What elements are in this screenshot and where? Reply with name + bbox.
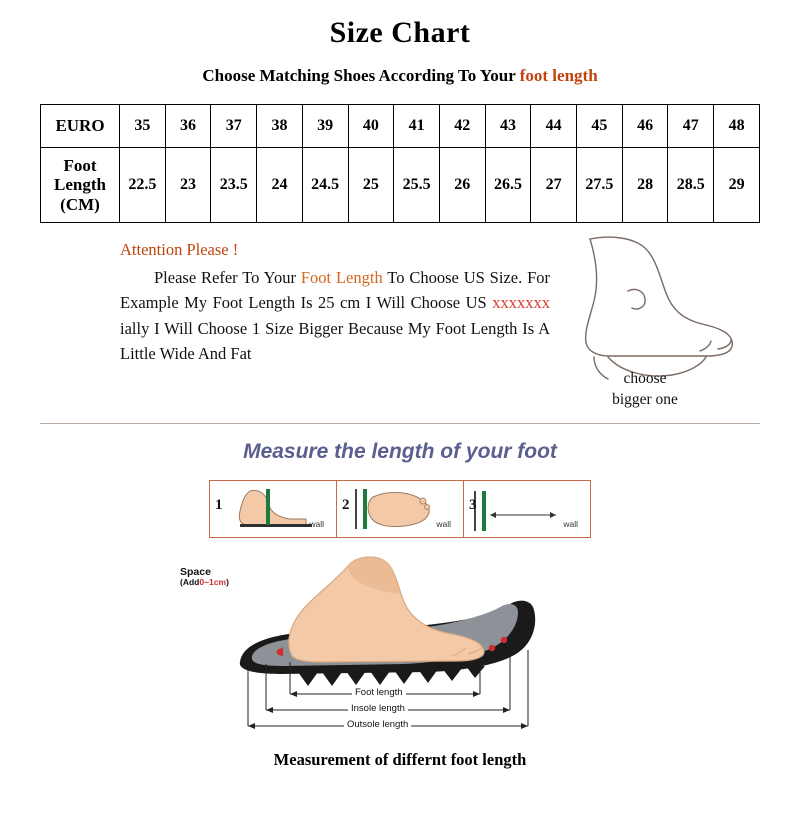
space-label-line-1: Space (180, 566, 211, 578)
step-2 (337, 481, 464, 537)
euro-cell: 45 (577, 105, 623, 148)
foot-measurement-diagram (180, 544, 620, 744)
foot-length-cell: 23 (165, 148, 211, 223)
foot-length-cell: 26.5 (485, 148, 531, 223)
dimension-label-outsole-length: Outsole length (344, 719, 411, 730)
euro-cell: 44 (531, 105, 577, 148)
step-number: 3 (469, 497, 477, 513)
measure-section-title: Measure the length of your foot (243, 440, 557, 463)
space-label-line-2 (180, 578, 229, 588)
step-wall-label: wall (436, 519, 451, 529)
dimension-label-insole-length: Insole length (348, 703, 408, 714)
attention-line-3c: ially I Will Choose 1 Size (120, 318, 294, 338)
foot-length-cell: 22.5 (120, 148, 166, 223)
attention-body (120, 265, 550, 367)
space-add-suffix: ) (226, 577, 229, 588)
page-title: Size Chart (329, 16, 471, 49)
row-header-line: Foot (63, 155, 97, 175)
space-add-prefix: (Add (180, 577, 200, 588)
table-row (41, 148, 760, 223)
foot-length-cell: 27 (531, 148, 577, 223)
row-header-line: (CM) (60, 194, 100, 214)
step-wall-label: wall (309, 519, 324, 529)
attention-line-5: And Fat (197, 344, 252, 364)
euro-cell: 43 (485, 105, 531, 148)
page-subtitle (0, 66, 800, 86)
space-add-value: 0~1cm (199, 577, 227, 588)
foot-length-cell: 24 (257, 148, 303, 223)
euro-cell: 47 (668, 105, 714, 148)
attention-section (40, 237, 760, 417)
measure-steps (209, 480, 591, 538)
attention-foot-length-highlight: Foot Length (300, 267, 383, 287)
choose-bigger-line-2: bigger one (612, 390, 678, 408)
euro-cell: 42 (439, 105, 485, 148)
step-wall-label: wall (563, 519, 578, 529)
foot-length-cell: 24.5 (302, 148, 348, 223)
foot-length-cell: 27.5 (577, 148, 623, 223)
attention-line-1c: To Choose (382, 267, 459, 287)
step-1 (210, 481, 337, 537)
step-3 (464, 481, 590, 537)
foot-length-cell: 28.5 (668, 148, 714, 223)
step-number: 1 (215, 497, 223, 513)
attention-placeholder-highlight: xxxxxxx (492, 293, 550, 313)
diagram-caption: Measurement of differnt foot length (273, 750, 527, 769)
attention-heading: Attention Please ! (120, 240, 239, 259)
foot-length-cell: 25.5 (394, 148, 440, 223)
foot-length-cell: 26 (439, 148, 485, 223)
subtitle-text: Choose Matching Shoes According To Your (202, 66, 520, 85)
row-header-euro: EURO (41, 105, 120, 148)
subtitle-accent: foot length (519, 66, 598, 85)
euro-cell: 41 (394, 105, 440, 148)
table-row (41, 105, 760, 148)
size-table-container (40, 104, 760, 223)
euro-cell: 35 (120, 105, 166, 148)
section-divider (40, 423, 760, 424)
euro-cell: 36 (165, 105, 211, 148)
euro-cell: 39 (302, 105, 348, 148)
foot-length-cell: 29 (714, 148, 760, 223)
row-header-line: Length (54, 175, 106, 195)
euro-cell: 48 (714, 105, 760, 148)
size-table (40, 104, 760, 223)
dimension-label-foot-length: Foot length (352, 687, 406, 698)
attention-line-1a: Please Refer To Your (154, 267, 301, 287)
euro-cell: 38 (257, 105, 303, 148)
euro-cell: 46 (622, 105, 668, 148)
attention-line-3a: Will Choose US (376, 293, 493, 313)
attention-text-block (120, 237, 550, 367)
choose-bigger-line-1: choose (623, 370, 667, 387)
attention-line-4: Bigger Because My Foot Length Is A Little Wide (120, 318, 550, 364)
attention-line-2: US Size. For Example My Foot Length Is 25 cm I (120, 267, 551, 313)
space-label (180, 566, 229, 588)
euro-cell: 37 (211, 105, 257, 148)
size-chart-page (0, 16, 800, 816)
step-number: 2 (342, 497, 350, 513)
foot-length-cell: 23.5 (211, 148, 257, 223)
euro-cell: 40 (348, 105, 394, 148)
row-header-foot-length (41, 148, 120, 223)
choose-bigger-note (570, 369, 720, 411)
foot-length-cell: 28 (622, 148, 668, 223)
foot-length-cell: 25 (348, 148, 394, 223)
